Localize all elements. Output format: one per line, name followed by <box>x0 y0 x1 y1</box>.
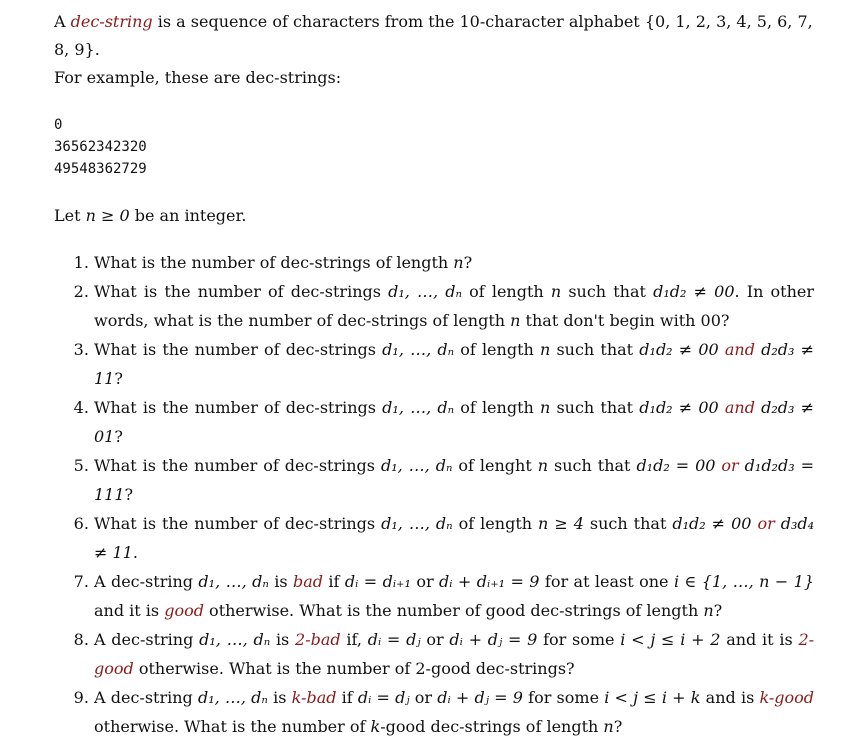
text: otherwise. What is the number of 2-good dec-strings? <box>133 659 575 678</box>
math-expression: n <box>550 282 562 301</box>
text: such that <box>548 456 637 475</box>
question-item <box>94 683 814 741</box>
text: is <box>270 630 296 649</box>
math-expression: n <box>603 717 614 736</box>
math-expression: n <box>703 601 714 620</box>
text: for at least one <box>539 572 674 591</box>
math-expression: d₁d₂ ≠ 00 <box>639 340 719 359</box>
math-expression: d₁, …, dₙ <box>198 572 269 591</box>
text: and it is <box>720 630 799 649</box>
text: such that <box>561 282 654 301</box>
math-expression: d₁d₂ ≠ 00 <box>653 282 735 301</box>
question-item <box>94 248 814 277</box>
text: What is the number of dec-strings <box>94 340 383 359</box>
math-expression: d₁d₂ = 00 <box>636 456 716 475</box>
math-expression: dᵢ = dⱼ <box>367 630 421 649</box>
intro-example-lead: For example, these are dec-strings: <box>54 68 342 87</box>
math-expression: dᵢ = dᵢ₊₁ <box>344 572 411 591</box>
math-expression: d₃d₄ ≠ 11 <box>94 514 815 562</box>
text: of length <box>461 282 551 301</box>
text: ? <box>463 253 473 272</box>
text: is a sequence of characters from the 10-character alphabet <box>152 12 645 31</box>
text: What is the number of dec-strings <box>94 282 389 301</box>
text: and it is <box>94 601 165 620</box>
emphasis: and <box>724 340 755 359</box>
text: for some <box>522 688 605 707</box>
math-expression: d₂d₃ ≠ 01 <box>94 398 815 446</box>
math-expression: d₁d₂d₃ = 111 <box>94 456 814 504</box>
math-expression: n <box>539 398 551 417</box>
text: A dec-string <box>94 630 200 649</box>
example-string: 0 <box>54 117 63 133</box>
math: n ≥ 0 <box>85 206 130 225</box>
example-string: 49548362729 <box>54 161 147 177</box>
example-code-block <box>54 114 814 180</box>
alphabet-set: {0, 1, 2, 3, 4, 5, 6, 7, 8, 9}. <box>54 12 813 59</box>
math-expression: d₁, …, dₙ <box>382 398 455 417</box>
question-item <box>94 451 814 509</box>
math-expression: n <box>453 253 464 272</box>
term-2-bad: 2-bad <box>295 630 341 649</box>
emphasis: or <box>757 514 775 533</box>
text: A dec-string <box>94 688 198 707</box>
text: . In other words, what is the number of dec-strings of length <box>94 282 815 330</box>
text: if <box>323 572 345 591</box>
question-item <box>94 567 814 625</box>
text: What is the number of dec-strings <box>94 514 382 533</box>
text: if <box>336 688 358 707</box>
intro-paragraph <box>54 8 814 64</box>
text: A <box>54 12 71 31</box>
question-item <box>94 625 814 683</box>
math-expression: d₁, …, dₙ <box>381 514 453 533</box>
math-expression: d₂d₃ ≠ 11 <box>94 340 815 388</box>
question-item <box>94 335 814 393</box>
question-item <box>94 393 814 451</box>
math-expression: i < j ≤ i + 2 <box>620 630 721 649</box>
example-string: 36562342320 <box>54 139 147 155</box>
text: and is <box>700 688 760 707</box>
text: otherwise. What is the number of <box>94 717 371 736</box>
math-expression: d₁, …, dₙ <box>382 340 455 359</box>
text: What is the number of dec-strings of length <box>94 253 454 272</box>
text: otherwise. What is the number of good dec-strings of length <box>203 601 704 620</box>
text: ? <box>613 717 623 736</box>
text: such that <box>550 398 640 417</box>
text: is <box>267 688 292 707</box>
text: of lenght <box>452 456 538 475</box>
text: such that <box>583 514 673 533</box>
text: ? <box>124 485 134 504</box>
math-expression: dᵢ + dᵢ₊₁ = 9 <box>439 572 540 591</box>
math-expression: n <box>510 311 521 330</box>
term-2-good: 2-good <box>94 630 815 678</box>
term-k-bad: k-bad <box>291 688 337 707</box>
text: is <box>268 572 293 591</box>
question-item <box>94 277 814 335</box>
text: of length <box>454 340 540 359</box>
math-expression: d₁d₂ ≠ 00 <box>639 398 719 417</box>
text: that don't begin with 00? <box>520 311 730 330</box>
math-expression: dᵢ + dⱼ = 9 <box>449 630 538 649</box>
text: or <box>409 688 438 707</box>
math-expression: d₁, …, dₙ <box>197 688 268 707</box>
question-list <box>54 248 814 741</box>
text: . <box>132 543 138 562</box>
emphasis: or <box>721 456 739 475</box>
text: be an integer. <box>129 206 247 225</box>
text: What is the number of dec-strings <box>94 456 381 475</box>
text: of length <box>452 514 539 533</box>
math-expression: d₁d₂ ≠ 00 <box>672 514 752 533</box>
math-expression: k <box>370 717 381 736</box>
math-expression: n ≥ 4 <box>538 514 584 533</box>
text: What is the number of dec-strings <box>94 398 383 417</box>
math-expression: d₁, …, dₙ <box>199 630 271 649</box>
let-statement <box>54 202 814 230</box>
text: ? <box>114 427 123 446</box>
text: Let <box>54 206 86 225</box>
math-expression: d₁, …, dₙ <box>380 456 453 475</box>
math-expression: i < j ≤ i + k <box>604 688 701 707</box>
math-expression: dᵢ = dⱼ <box>357 688 410 707</box>
text: of length <box>454 398 540 417</box>
math-expression: n <box>537 456 549 475</box>
text: for some <box>537 630 621 649</box>
math-expression: d₁, …, dₙ <box>388 282 462 301</box>
term-good: good <box>164 601 204 620</box>
text: or <box>410 572 440 591</box>
text: such that <box>550 340 640 359</box>
term-bad: bad <box>292 572 324 591</box>
math-expression: n <box>539 340 551 359</box>
text: ? <box>114 369 123 388</box>
math-expression: i ∈ {1, …, n − 1} <box>673 572 815 591</box>
math-expression: dᵢ + dⱼ = 9 <box>437 688 523 707</box>
text: if, <box>340 630 368 649</box>
text: ? <box>713 601 723 620</box>
term-dec-string: dec-string <box>70 12 153 31</box>
emphasis: and <box>724 398 755 417</box>
text: A dec-string <box>94 572 199 591</box>
text: or <box>420 630 450 649</box>
question-item <box>94 509 814 567</box>
text: -good dec-strings of length <box>380 717 604 736</box>
term-k-good: k-good <box>759 688 815 707</box>
